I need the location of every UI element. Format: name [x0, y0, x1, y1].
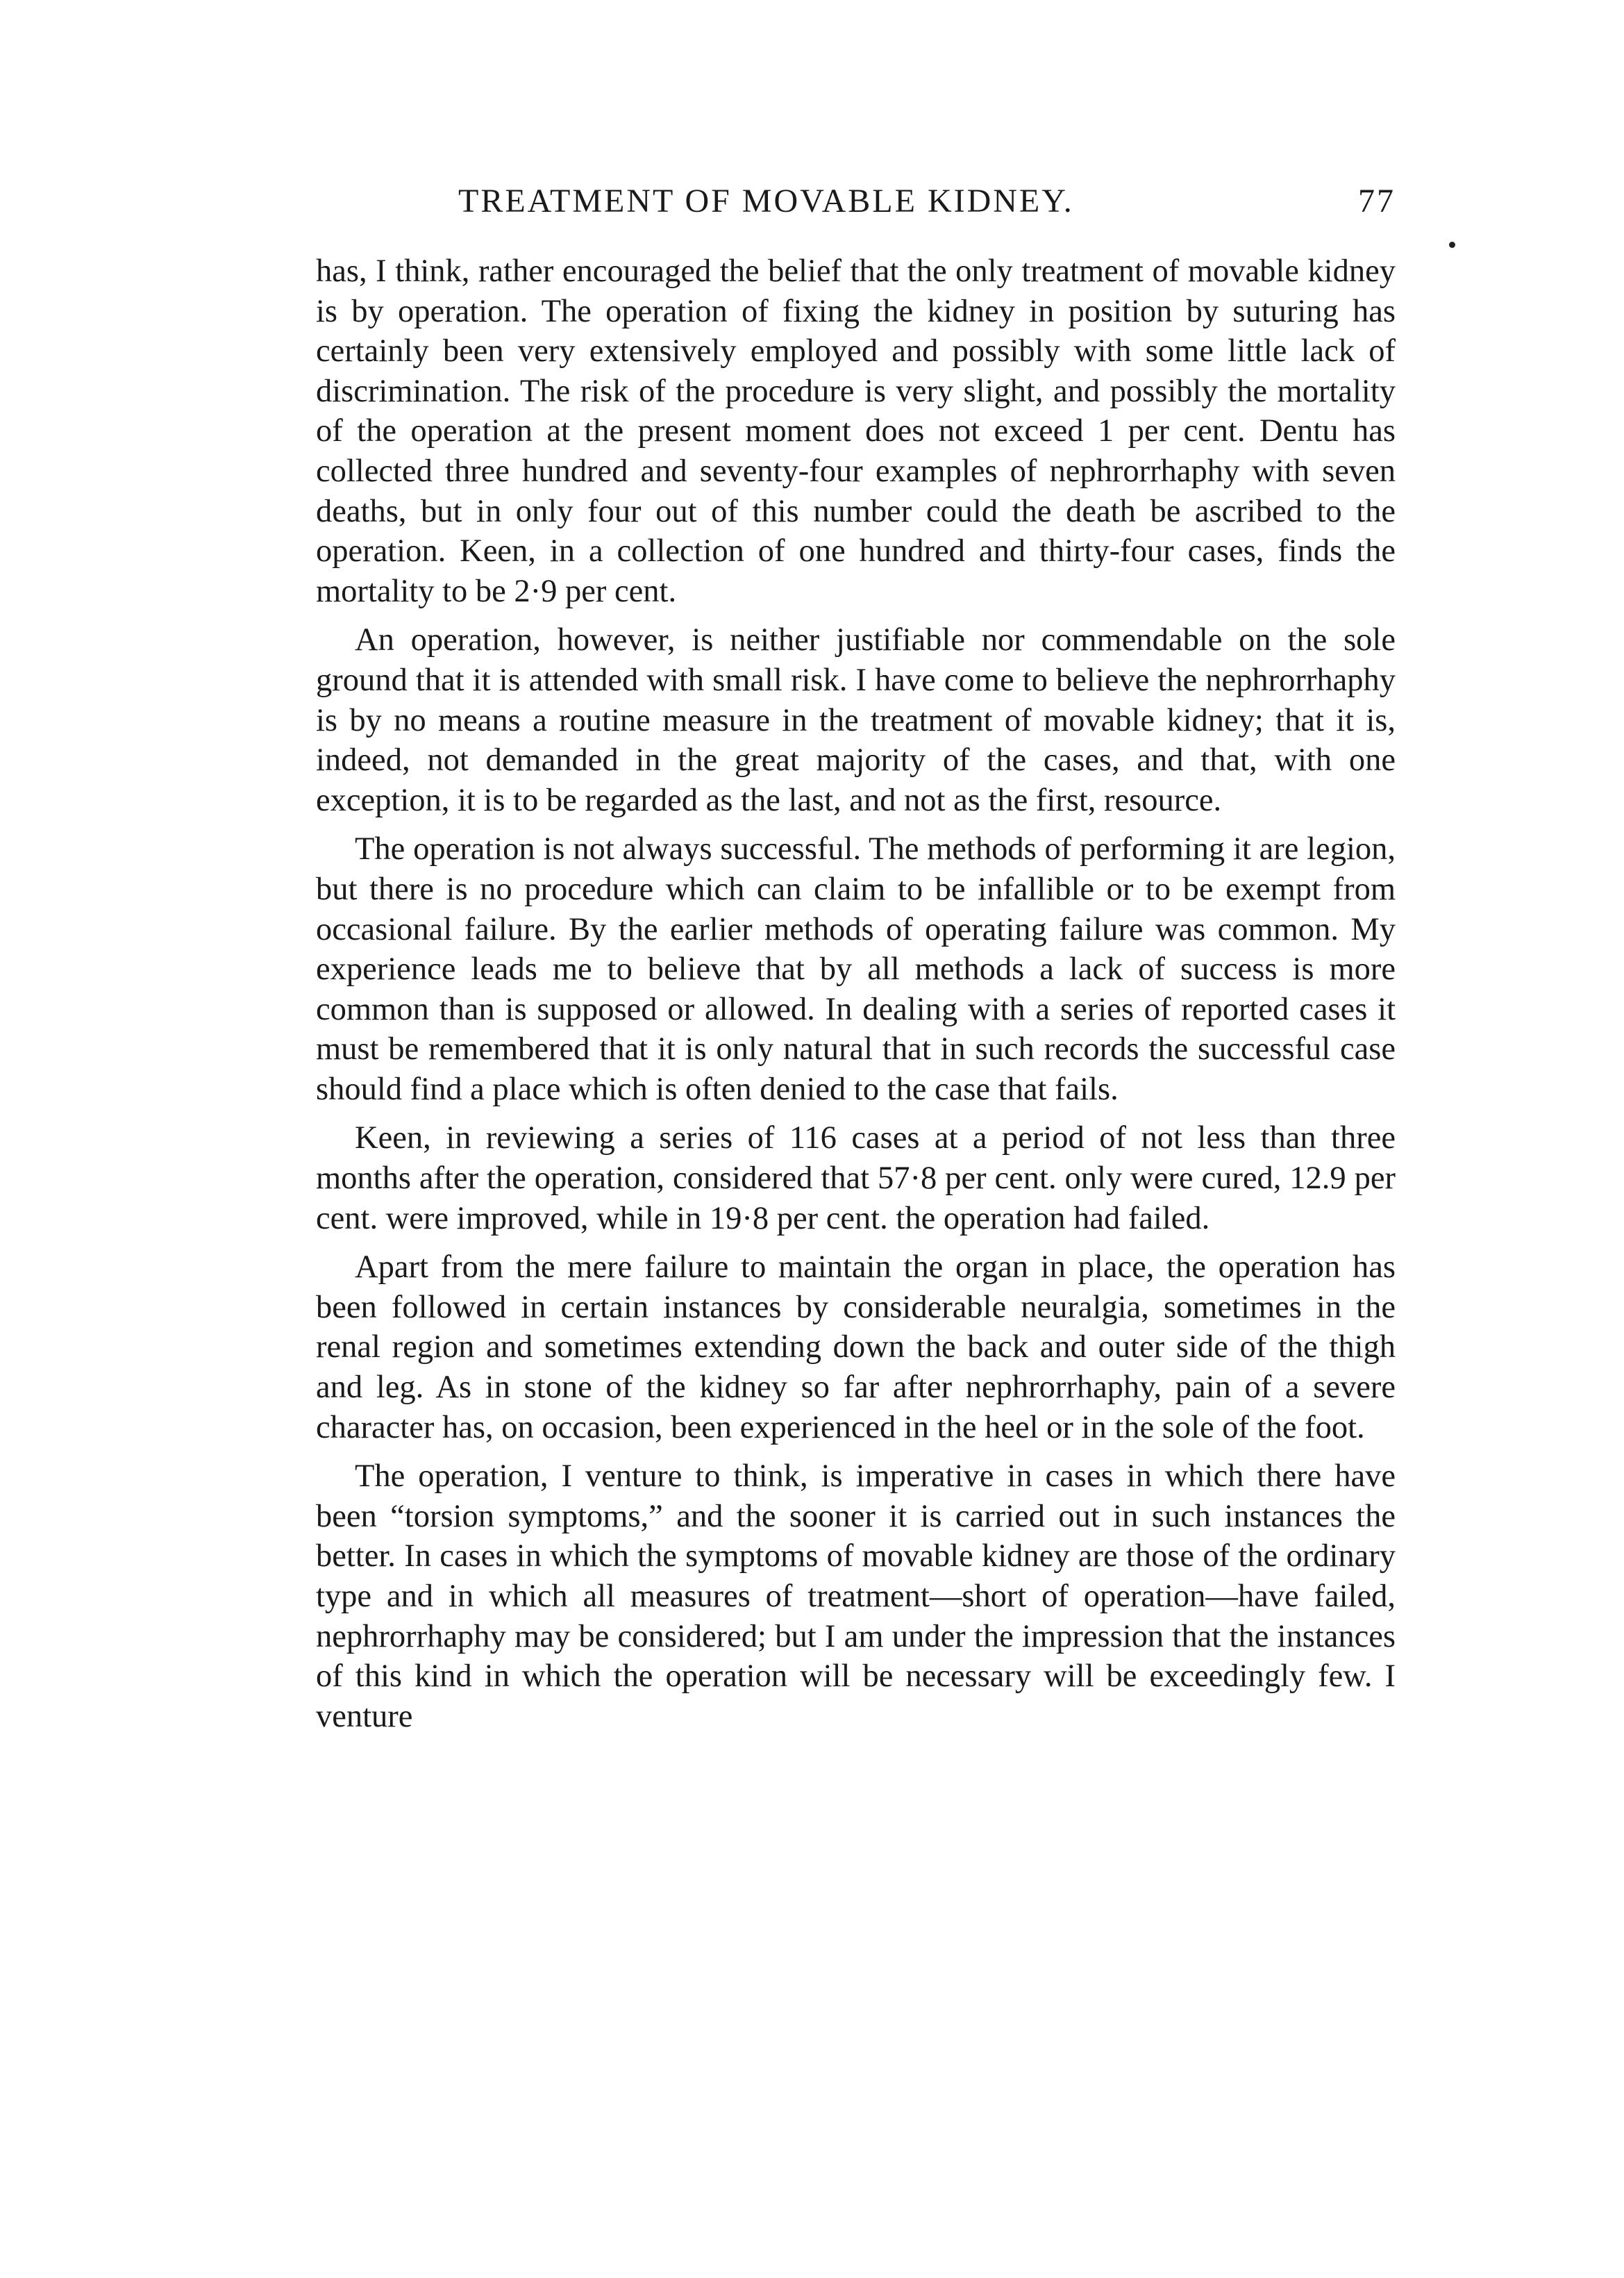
paragraph-6: The operation, I venture to think, is imperative in cases in which there have been “torsion symptoms,” and the sooner it is carried out in such instances the better. In cases in which the symptoms of movable kidney are those of the ordinary type and in which all measures of treatment—short of operation—have failed, nephrorrhaphy may be considered; but I am under the impression that the instances of this kind in which the operation will be necessary will be exceedingly few. I venture: [316, 1458, 1396, 1734]
paragraph-1: has, I think, rather encouraged the belief that the only treatment of movable kidney is by operation. The operation of fixing the kidney in position by suturing has certainly been very extensively employed and possibly with some little lack of discrimination. The risk of the procedure is very slight, and possibly the mortality of the operation at the present moment does not exceed 1 per cent. Dentu has collected three hundred and seventy-four examples of nephrorrhaphy with seven deaths, but in only four out of this number could the death be ascribed to the operation. Keen, in a collection of one hundred and thirty-four cases, finds the mortality to be 2·9 per cent.: [316, 253, 1396, 609]
print-speck: [1449, 242, 1455, 248]
paragraph-2: An operation, however, is neither justifiable nor commendable on the sole ground that it is attended with small risk. I have come to believe the nephrorrhaphy is by no means a routine measure in the treatment of movable kidney; that it is, indeed, not demanded in the great majority of the cases, and that, with one exception, it is to be regarded as the last, and not as the first, resource.: [316, 622, 1396, 818]
paragraph-4: Keen, in reviewing a series of 116 cases at a period of not less than three months after the operation, considered that 57·8 per cent. only were cured, 12.9 per cent. were improved, while in 19·8 per cent. the operation had failed.: [316, 1120, 1396, 1236]
body-text: [316, 251, 1396, 1736]
page-number: 77: [1358, 183, 1396, 219]
running-head: [312, 182, 1396, 231]
paragraph-5: Apart from the mere failure to maintain the organ in place, the operation has been followed in certain instances by considerable neuralgia, sometimes in the renal region and sometimes extending down the back and outer side of the thigh and leg. As in stone of the kidney so far after nephrorrhaphy, pain of a severe character has, on occasion, been experienced in the heel or in the sole of the foot.: [316, 1249, 1396, 1445]
paragraph-3: The operation is not always successful. The methods of performing it are legion, but there is no procedure which can claim to be infallible or to be exempt from occasional failure. By the earlier methods of operating failure was common. My experience leads me to believe that by all methods a lack of success is more common than is supposed or allowed. In dealing with a series of reported cases it must be remembered that it is only natural that in such records the successful case should find a place which is often denied to the case that fails.: [316, 831, 1396, 1107]
running-title: TREATMENT OF MOVABLE KIDNEY.: [458, 183, 1074, 219]
